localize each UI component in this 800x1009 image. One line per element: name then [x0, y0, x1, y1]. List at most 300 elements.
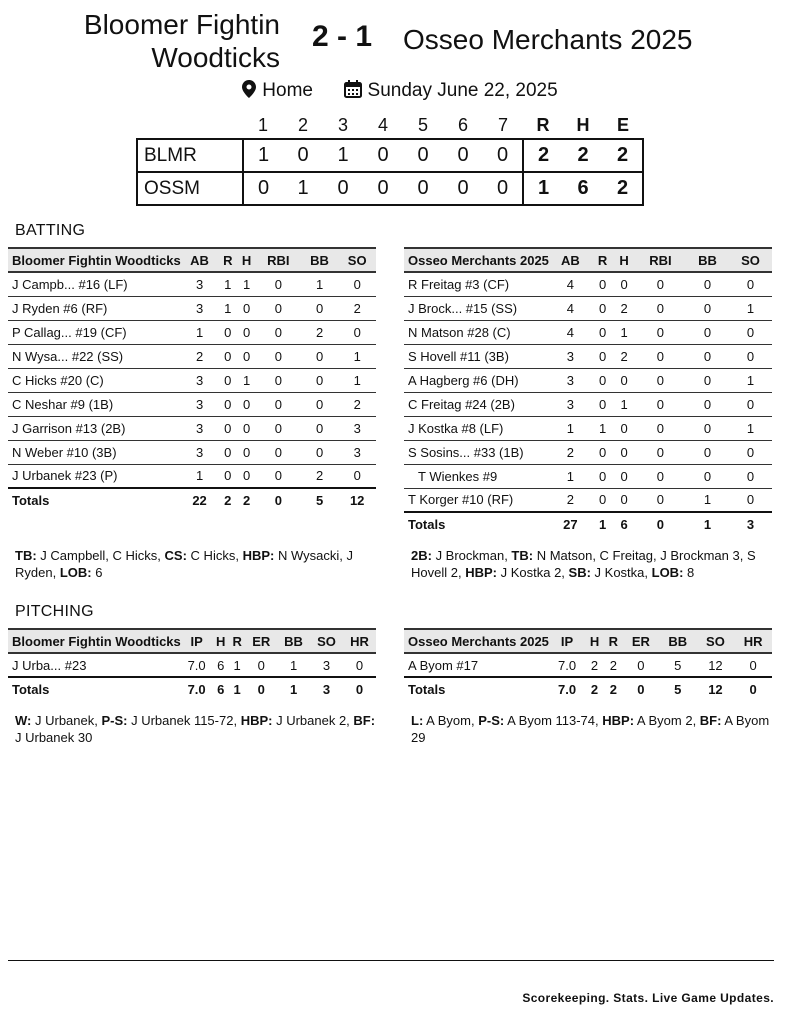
- stat-cell: 0: [343, 653, 376, 677]
- stat-cell: 0: [301, 296, 339, 320]
- totals-cell: 1: [229, 677, 245, 701]
- stat-cell: 2: [585, 653, 604, 677]
- stat-cell: 0: [237, 392, 256, 416]
- inning-score: 0: [323, 172, 363, 205]
- note-label: CS:: [164, 548, 187, 563]
- stat-column-header: IP: [549, 629, 585, 653]
- player-name: J Ryden #6 (RF): [8, 296, 181, 320]
- totals-cell: 22: [181, 488, 219, 512]
- totals-cell: 12: [338, 488, 376, 512]
- stat-cell: 0: [686, 368, 729, 392]
- note-text: A Byom 29: [411, 713, 770, 745]
- stat-cell: 1: [338, 368, 376, 392]
- stat-cell: 0: [613, 488, 634, 512]
- stat-cell: 0: [218, 368, 237, 392]
- note-label: TB:: [511, 548, 534, 563]
- inning-score: 0: [283, 139, 323, 172]
- stat-column-header: BB: [277, 629, 310, 653]
- inning-header: 7: [497, 115, 508, 135]
- totals-cell: 27: [549, 512, 592, 536]
- table-header-row: [8, 629, 376, 653]
- stat-cell: 0: [623, 653, 659, 677]
- stat-cell: 4: [549, 272, 592, 296]
- note-label: TB:: [15, 548, 37, 563]
- stat-cell: 6: [212, 653, 228, 677]
- totals-cell: 12: [697, 677, 735, 701]
- player-name: C Neshar #9 (1B): [8, 392, 181, 416]
- stat-cell: 0: [592, 320, 613, 344]
- totals-cell: 0: [635, 512, 686, 536]
- stat-cell: 0: [256, 392, 301, 416]
- away-team-name: Osseo Merchants 2025: [403, 24, 693, 55]
- stat-cell: 0: [592, 296, 613, 320]
- note-text: A Byom,: [423, 713, 479, 728]
- runs-total: 2: [523, 139, 563, 172]
- stat-column-header: RBI: [635, 248, 686, 272]
- stat-cell: 1: [181, 320, 219, 344]
- stat-cell: 0: [592, 368, 613, 392]
- table-row: [8, 392, 376, 416]
- note-text: J Urbanek 2,: [272, 713, 354, 728]
- totals-cell: 3: [310, 677, 343, 701]
- pitching-section-title: PITCHING: [15, 603, 94, 620]
- stat-cell: 5: [659, 653, 697, 677]
- pitching-table-away: [404, 628, 772, 701]
- player-name: A Hagberg #6 (DH): [404, 368, 549, 392]
- stat-cell: 0: [592, 464, 613, 488]
- note-label: HBP:: [242, 548, 275, 563]
- stat-cell: 0: [686, 344, 729, 368]
- note-text: 6: [91, 565, 103, 580]
- player-name: R Freitag #3 (CF): [404, 272, 549, 296]
- stat-cell: 0: [729, 320, 772, 344]
- stat-cell: 0: [686, 272, 729, 296]
- table-header-row: [8, 248, 376, 272]
- stat-cell: 2: [549, 440, 592, 464]
- linescore-row-home: [137, 139, 643, 172]
- location-pin-icon: [242, 80, 256, 104]
- note-label: LOB:: [59, 565, 92, 580]
- stat-column-header: SO: [338, 248, 376, 272]
- stat-column-header: R: [218, 248, 237, 272]
- linescore-header-row: [137, 113, 643, 139]
- totals-row: [404, 677, 772, 701]
- totals-cell: 6: [212, 677, 228, 701]
- table-row: [404, 272, 772, 296]
- stat-cell: 0: [237, 296, 256, 320]
- stat-cell: 0: [729, 464, 772, 488]
- totals-cell: 1: [592, 512, 613, 536]
- stat-cell: 1: [181, 464, 219, 488]
- note-label: HBP:: [240, 713, 273, 728]
- stat-cell: 0: [256, 368, 301, 392]
- note-text: N Matson, C Freitag, J Brockman 3, S Hovell 2,: [411, 548, 756, 580]
- totals-cell: 5: [659, 677, 697, 701]
- stat-cell: 1: [237, 368, 256, 392]
- inning-header: 4: [377, 115, 388, 135]
- stat-cell: 0: [592, 440, 613, 464]
- stat-cell: 2: [301, 464, 339, 488]
- stat-cell: 0: [686, 464, 729, 488]
- stat-cell: 0: [256, 464, 301, 488]
- table-row: [404, 416, 772, 440]
- inning-header: 6: [457, 115, 468, 135]
- totals-row: [404, 512, 772, 536]
- totals-cell: 2: [585, 677, 604, 701]
- stat-cell: 0: [729, 272, 772, 296]
- stat-cell: 2: [613, 296, 634, 320]
- stat-cell: 1: [237, 272, 256, 296]
- table-row: [404, 296, 772, 320]
- game-meta: [0, 80, 800, 104]
- stat-cell: 0: [256, 344, 301, 368]
- stat-cell: 3: [338, 440, 376, 464]
- stat-cell: 0: [301, 416, 339, 440]
- note-text: J Brockman,: [431, 548, 512, 563]
- player-name: T Wienkes #9: [404, 464, 549, 488]
- stat-cell: 0: [237, 320, 256, 344]
- batting-table-away: [404, 247, 772, 536]
- home-team-name: Bloomer Fightin Woodticks: [83, 9, 280, 73]
- stat-column-header: ER: [245, 629, 277, 653]
- totals-cell: 0: [734, 677, 772, 701]
- stat-column-header: HR: [734, 629, 772, 653]
- stat-cell: 2: [301, 320, 339, 344]
- game-date: Sunday June 22, 2025: [367, 80, 558, 101]
- note-text: N Wysacki, J Ryden,: [15, 548, 353, 580]
- stat-cell: 3: [181, 392, 219, 416]
- stat-cell: 3: [549, 392, 592, 416]
- inning-score: 1: [243, 139, 283, 172]
- stat-cell: 0: [686, 440, 729, 464]
- inning-score: 0: [443, 139, 483, 172]
- stat-cell: 0: [729, 488, 772, 512]
- stat-cell: 3: [338, 416, 376, 440]
- stat-column-header: IP: [181, 629, 213, 653]
- note-label: 2B:: [411, 548, 432, 563]
- inning-header: 2: [297, 115, 308, 135]
- table-row: [8, 320, 376, 344]
- totals-cell: 2: [237, 488, 256, 512]
- table-row: [404, 653, 772, 677]
- table-header-row: [404, 248, 772, 272]
- note-text: C Hicks,: [186, 548, 243, 563]
- inning-score: 0: [403, 139, 443, 172]
- errors-header: E: [616, 115, 629, 135]
- stat-cell: 0: [613, 368, 634, 392]
- table-row: [404, 440, 772, 464]
- inning-score: 1: [283, 172, 323, 205]
- stat-cell: 0: [592, 344, 613, 368]
- stat-cell: 1: [549, 464, 592, 488]
- table-row: [8, 368, 376, 392]
- team-header: Osseo Merchants 2025: [404, 248, 549, 272]
- stat-cell: 0: [301, 344, 339, 368]
- stat-cell: 0: [635, 464, 686, 488]
- stat-cell: 1: [218, 296, 237, 320]
- stat-cell: 0: [245, 653, 277, 677]
- note-label: P-S:: [101, 713, 128, 728]
- runs-header: R: [536, 115, 550, 135]
- player-name: C Freitag #24 (2B): [404, 392, 549, 416]
- stat-cell: 3: [181, 296, 219, 320]
- note-text: J Urbanek 30: [15, 730, 93, 745]
- note-text: J Urbanek 115-72,: [127, 713, 241, 728]
- stat-column-header: RBI: [256, 248, 301, 272]
- team-header: Osseo Merchants 2025: [404, 629, 549, 653]
- stat-column-header: HR: [343, 629, 376, 653]
- player-name: J Kostka #8 (LF): [404, 416, 549, 440]
- batting-table-home: [8, 247, 376, 512]
- linescore-row-away: [137, 172, 643, 205]
- player-name: N Matson #28 (C): [404, 320, 549, 344]
- footer-divider: [8, 960, 774, 961]
- stat-cell: 0: [338, 272, 376, 296]
- stat-column-header: H: [585, 629, 604, 653]
- stat-column-header: SO: [697, 629, 735, 653]
- player-name: P Callag... #19 (CF): [8, 320, 181, 344]
- player-name: T Korger #10 (RF): [404, 488, 549, 512]
- inning-score: 0: [403, 172, 443, 205]
- stat-cell: 0: [729, 344, 772, 368]
- stat-cell: 0: [338, 320, 376, 344]
- totals-cell: 1: [686, 512, 729, 536]
- stat-cell: 1: [613, 392, 634, 416]
- stat-column-header: R: [604, 629, 623, 653]
- totals-cell: 3: [729, 512, 772, 536]
- inning-score: 0: [243, 172, 283, 205]
- totals-cell: 7.0: [549, 677, 585, 701]
- stat-cell: 7.0: [181, 653, 213, 677]
- stat-column-header: BB: [301, 248, 339, 272]
- stat-cell: 3: [310, 653, 343, 677]
- stat-cell: 0: [635, 296, 686, 320]
- stat-cell: 2: [181, 344, 219, 368]
- stat-cell: 7.0: [549, 653, 585, 677]
- stat-cell: 4: [549, 296, 592, 320]
- player-name: J Brock... #15 (SS): [404, 296, 549, 320]
- totals-row: [8, 488, 376, 512]
- stat-cell: 0: [218, 416, 237, 440]
- stat-cell: 1: [549, 416, 592, 440]
- stat-cell: 0: [218, 320, 237, 344]
- note-label: BF:: [353, 713, 376, 728]
- stat-cell: 12: [697, 653, 735, 677]
- stat-cell: 0: [256, 440, 301, 464]
- note-text: A Byom 113-74,: [504, 713, 603, 728]
- table-row: [8, 272, 376, 296]
- note-label: P-S:: [478, 713, 505, 728]
- stat-cell: 3: [181, 368, 219, 392]
- totals-label: Totals: [8, 488, 181, 512]
- player-name: J Urbanek #23 (P): [8, 464, 181, 488]
- table-row: [8, 416, 376, 440]
- totals-cell: 2: [604, 677, 623, 701]
- team-abbr: BLMR: [137, 139, 243, 172]
- pitching-notes-home: [15, 712, 380, 746]
- stat-column-header: SO: [729, 248, 772, 272]
- table-row: [404, 344, 772, 368]
- stat-cell: 0: [635, 488, 686, 512]
- stat-cell: 0: [218, 464, 237, 488]
- stat-cell: 1: [592, 416, 613, 440]
- stat-cell: 0: [237, 440, 256, 464]
- stat-cell: 0: [301, 440, 339, 464]
- note-label: W:: [15, 713, 32, 728]
- location-label: Home: [262, 80, 313, 101]
- stat-cell: 0: [613, 416, 634, 440]
- runs-total: 1: [523, 172, 563, 205]
- stat-cell: 3: [181, 416, 219, 440]
- stat-cell: 3: [549, 368, 592, 392]
- stat-cell: 2: [613, 344, 634, 368]
- stat-cell: 2: [549, 488, 592, 512]
- stat-cell: 0: [686, 416, 729, 440]
- stat-cell: 0: [237, 416, 256, 440]
- stat-column-header: R: [592, 248, 613, 272]
- note-label: SB:: [568, 565, 591, 580]
- stat-column-header: BB: [659, 629, 697, 653]
- note-text: J Kostka,: [590, 565, 652, 580]
- note-label: HBP:: [465, 565, 497, 580]
- stat-cell: 0: [613, 440, 634, 464]
- player-name: J Garrison #13 (2B): [8, 416, 181, 440]
- note-label: HBP:: [602, 713, 635, 728]
- totals-label: Totals: [404, 512, 549, 536]
- stat-cell: 1: [613, 320, 634, 344]
- stat-cell: 0: [256, 416, 301, 440]
- stat-column-header: H: [237, 248, 256, 272]
- totals-cell: 5: [301, 488, 339, 512]
- stat-column-header: H: [613, 248, 634, 272]
- linescore-table: [136, 113, 644, 206]
- stat-cell: 0: [635, 272, 686, 296]
- stat-cell: 0: [256, 320, 301, 344]
- stat-cell: 0: [613, 272, 634, 296]
- player-name: S Hovell #11 (3B): [404, 344, 549, 368]
- totals-row: [8, 677, 376, 701]
- stat-cell: 0: [686, 296, 729, 320]
- note-text: J Urbanek,: [31, 713, 102, 728]
- stat-column-header: AB: [549, 248, 592, 272]
- final-score: 2 - 1: [311, 20, 373, 53]
- stat-cell: 2: [604, 653, 623, 677]
- stat-column-header: ER: [623, 629, 659, 653]
- note-label: BF:: [699, 713, 722, 728]
- stat-cell: 0: [592, 392, 613, 416]
- stat-cell: 0: [338, 464, 376, 488]
- stat-cell: 1: [229, 653, 245, 677]
- calendar-icon: [344, 80, 362, 104]
- inning-score: 0: [483, 172, 523, 205]
- stat-cell: 0: [256, 296, 301, 320]
- totals-cell: 0: [623, 677, 659, 701]
- inning-score: 1: [323, 139, 363, 172]
- footer-tagline: Scorekeeping. Stats. Live Game Updates.: [522, 991, 774, 1005]
- team-abbr: OSSM: [137, 172, 243, 205]
- stat-cell: 3: [549, 344, 592, 368]
- stat-cell: 3: [181, 440, 219, 464]
- hits-total: 6: [563, 172, 603, 205]
- inning-score: 0: [483, 139, 523, 172]
- table-row: [404, 368, 772, 392]
- totals-cell: 0: [245, 677, 277, 701]
- table-row: [8, 296, 376, 320]
- player-name: C Hicks #20 (C): [8, 368, 181, 392]
- stat-cell: 0: [635, 392, 686, 416]
- stat-cell: 1: [729, 416, 772, 440]
- stat-cell: 0: [592, 488, 613, 512]
- stat-cell: 0: [635, 368, 686, 392]
- player-name: S Sosins... #33 (1B): [404, 440, 549, 464]
- player-name: A Byom #17: [404, 653, 549, 677]
- stat-cell: 0: [301, 392, 339, 416]
- note-label: LOB:: [651, 565, 684, 580]
- stat-cell: 0: [729, 440, 772, 464]
- team-header: Bloomer Fightin Woodticks: [8, 248, 181, 272]
- player-name: N Wysa... #22 (SS): [8, 344, 181, 368]
- inning-score: 0: [443, 172, 483, 205]
- table-row: [404, 464, 772, 488]
- totals-cell: 2: [218, 488, 237, 512]
- inning-score: 0: [363, 139, 403, 172]
- hits-total: 2: [563, 139, 603, 172]
- table-header-row: [404, 629, 772, 653]
- stat-column-header: AB: [181, 248, 219, 272]
- stat-cell: 0: [635, 344, 686, 368]
- stat-cell: 0: [635, 416, 686, 440]
- totals-cell: 1: [277, 677, 310, 701]
- note-text: 8: [683, 565, 695, 580]
- totals-cell: 6: [613, 512, 634, 536]
- batting-notes-home: [15, 547, 380, 581]
- totals-label: Totals: [8, 677, 181, 701]
- totals-cell: 0: [256, 488, 301, 512]
- team-header: Bloomer Fightin Woodticks: [8, 629, 181, 653]
- stat-cell: 1: [686, 488, 729, 512]
- hits-header: H: [576, 115, 590, 135]
- totals-cell: 0: [343, 677, 376, 701]
- stat-cell: 0: [686, 392, 729, 416]
- table-row: [8, 440, 376, 464]
- stat-column-header: BB: [686, 248, 729, 272]
- stat-cell: 1: [338, 344, 376, 368]
- stat-cell: 3: [181, 272, 219, 296]
- stat-cell: 1: [729, 296, 772, 320]
- stat-cell: 1: [301, 272, 339, 296]
- player-name: N Weber #10 (3B): [8, 440, 181, 464]
- inning-header: 1: [257, 115, 268, 135]
- totals-cell: 7.0: [181, 677, 213, 701]
- note-text: A Byom 2,: [634, 713, 700, 728]
- stat-column-header: H: [212, 629, 228, 653]
- stat-cell: 1: [729, 368, 772, 392]
- batting-section-title: BATTING: [15, 222, 86, 239]
- player-name: J Urba... #23: [8, 653, 181, 677]
- stat-cell: 2: [338, 392, 376, 416]
- player-name: J Campb... #16 (LF): [8, 272, 181, 296]
- inning-header: 3: [337, 115, 348, 135]
- stat-cell: 2: [338, 296, 376, 320]
- stat-cell: 0: [237, 464, 256, 488]
- table-row: [8, 653, 376, 677]
- stat-cell: 0: [301, 368, 339, 392]
- table-row: [404, 320, 772, 344]
- stat-cell: 0: [635, 440, 686, 464]
- stat-cell: 0: [592, 272, 613, 296]
- stat-column-header: R: [229, 629, 245, 653]
- stat-cell: 1: [277, 653, 310, 677]
